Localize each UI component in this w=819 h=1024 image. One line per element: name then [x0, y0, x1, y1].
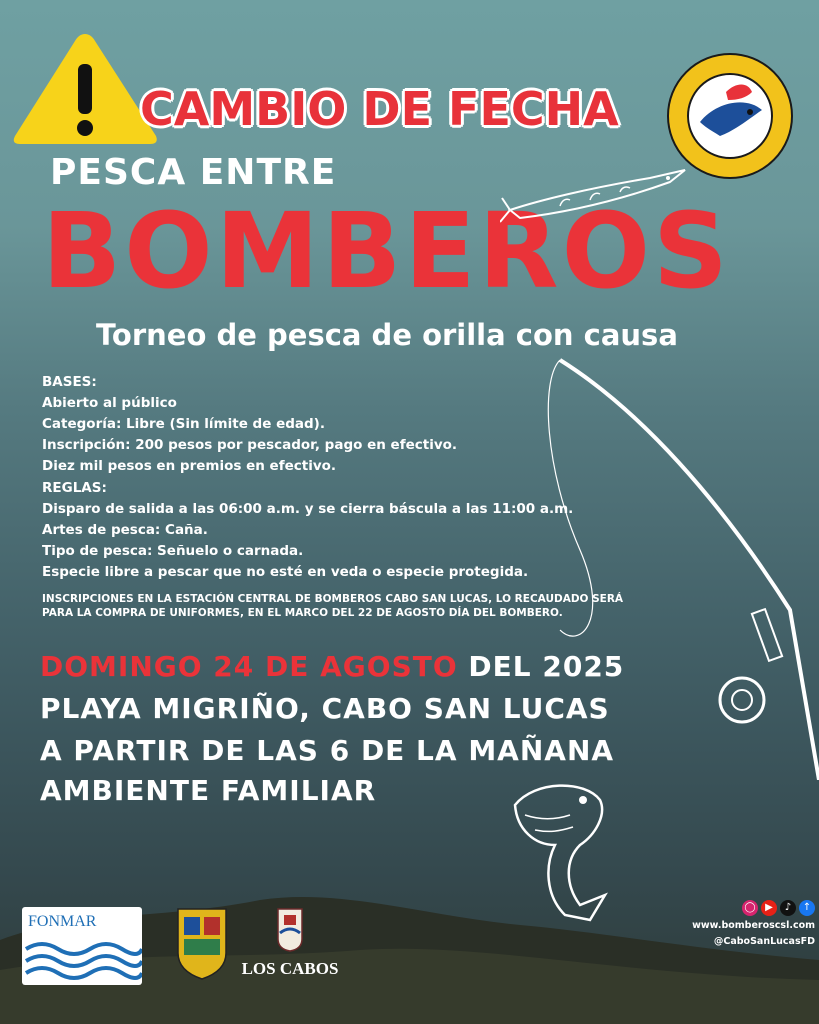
fonmar-logo	[22, 907, 142, 985]
barracuda-fish-icon	[500, 160, 690, 230]
los-cabos-emblem-icon	[240, 905, 340, 953]
event-date	[40, 650, 624, 683]
bases-item: Abierto al público	[42, 395, 177, 411]
dorado-fish-icon	[495, 775, 635, 925]
subtitle: PESCA ENTRE	[50, 152, 337, 193]
rules-item: Disparo de salida a las 06:00 a.m. y se cierra báscula a las 11:00 a.m.	[42, 501, 574, 517]
event-place: PLAYA MIGRIÑO, CABO SAN LUCAS	[40, 692, 610, 725]
bases-item: Categoría: Libre (Sin límite de edad).	[42, 416, 325, 432]
municipal-crest-logo	[170, 905, 234, 985]
event-time: A PARTIR DE LAS 6 DE LA MAÑANA	[40, 734, 615, 767]
bases-item: Inscripción: 200 pesos por pescador, pago en efectivo.	[42, 437, 458, 453]
headline-change-date: CAMBIO DE FECHA	[140, 82, 619, 136]
los-cabos-logo	[240, 905, 340, 990]
tiktok-icon[interactable]: ♪	[780, 900, 796, 916]
bases-item: Diez mil pesos en premios en efectivo.	[42, 458, 337, 474]
tagline: Torneo de pesca de orilla con causa	[96, 318, 678, 352]
waves-icon	[22, 939, 142, 983]
page-title: BOMBEROS	[42, 190, 731, 312]
facebook-icon[interactable]: ↑	[799, 900, 815, 916]
rules-item: Artes de pesca: Caña.	[42, 522, 208, 538]
rules-item: Especie libre a pescar que no esté en veda o especie protegida.	[42, 564, 529, 580]
los-cabos-text: LOS CABOS	[241, 959, 339, 978]
bases-section	[42, 372, 457, 477]
rules-heading: REGLAS:	[42, 480, 107, 496]
warning-icon	[10, 28, 160, 148]
registration-note: INSCRIPCIONES EN LA ESTACIÓN CENTRAL DE BOMBEROS CABO SAN LUCAS, LO RECAUDADO SERÁ PARA LA COMPRA DE UNIFORMES, EN EL MARCO DEL 22 DE AGOSTO DÍA DEL BOMBERO.	[42, 593, 624, 619]
social-icons-row	[690, 900, 815, 916]
rules-item: Tipo de pesca: Señuelo o carnada.	[42, 543, 304, 559]
website-link[interactable]: www.bomberoscsl.com	[692, 920, 815, 931]
fonmar-logo-text: FONMAR	[28, 913, 97, 930]
firefighters-badge-logo	[666, 52, 794, 180]
social-handle[interactable]: @CaboSanLucasFD	[713, 936, 815, 947]
event-ambience: AMBIENTE FAMILIAR	[40, 774, 377, 807]
bases-heading: BASES:	[42, 374, 97, 390]
youtube-icon[interactable]: ▶	[761, 900, 777, 916]
event-date-day: DOMINGO 24 DE AGOSTO	[40, 650, 458, 683]
rules-section	[42, 478, 573, 583]
event-date-year: DEL 2025	[457, 650, 625, 683]
instagram-icon[interactable]: ◯	[742, 900, 758, 916]
social-links	[690, 900, 815, 948]
